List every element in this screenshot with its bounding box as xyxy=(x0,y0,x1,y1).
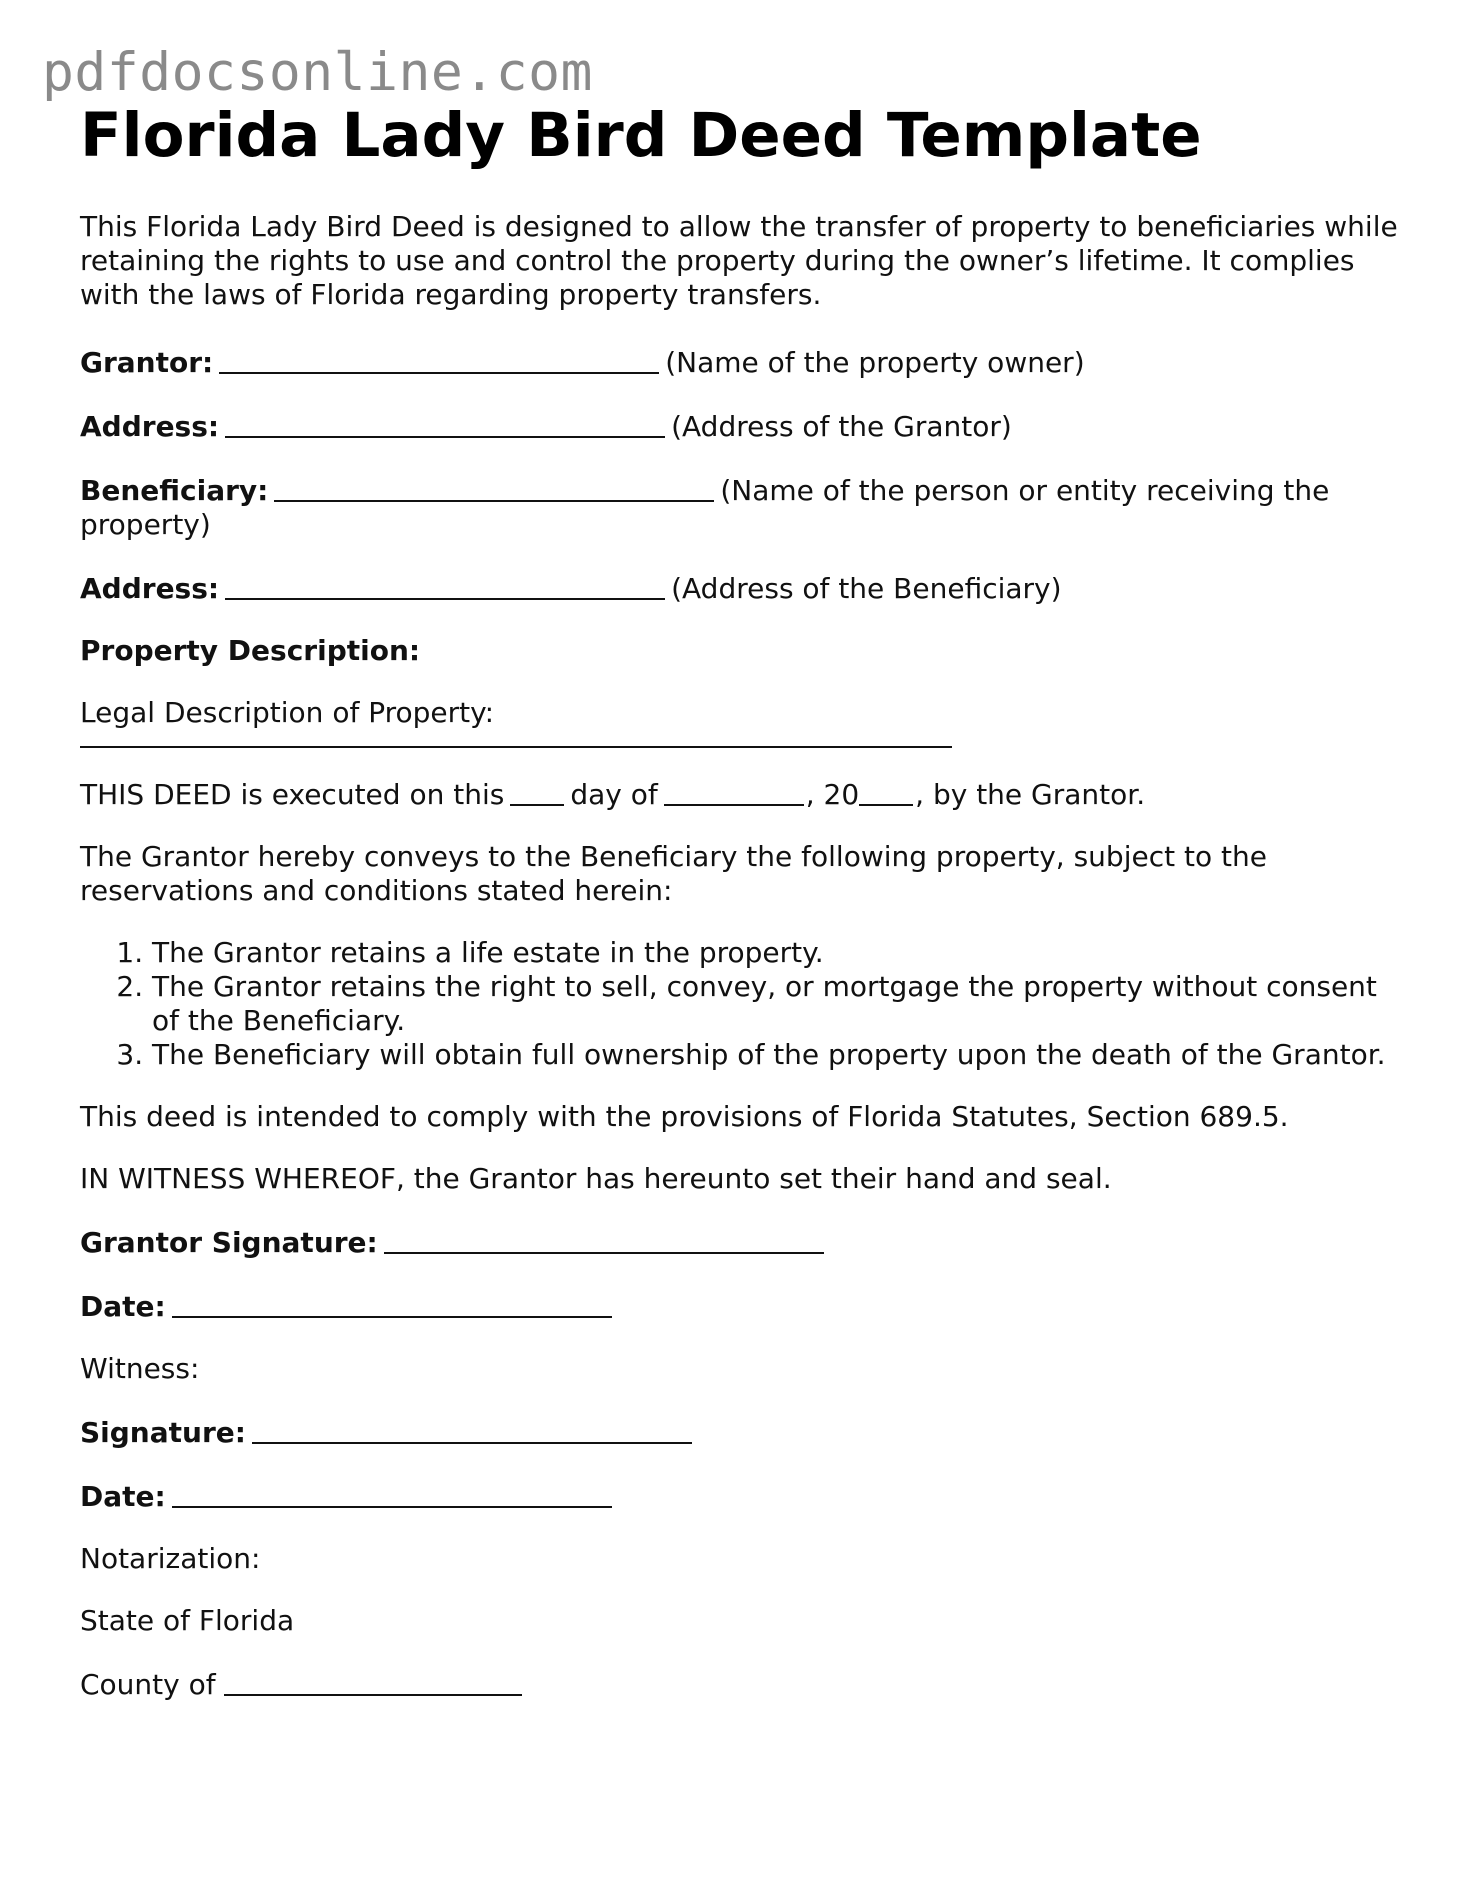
grantor-address-hint: (Address of the Grantor) xyxy=(671,410,1012,443)
grantor-signature-field xyxy=(80,1224,1400,1260)
condition-item: 2. The Grantor retains the right to sell, convey, or mortgage the property without consent of the Beneficiary. xyxy=(152,970,1400,1038)
legal-description-blank[interactable] xyxy=(80,730,952,748)
execution-text-1: THIS DEED is executed on this xyxy=(80,778,505,811)
county-label: County of xyxy=(80,1668,216,1701)
witness-field xyxy=(80,1352,1400,1386)
legal-description-field xyxy=(80,696,1400,748)
beneficiary-address-label: Address: xyxy=(80,572,220,605)
grantor-field xyxy=(80,344,1400,380)
grantor-address-blank[interactable] xyxy=(225,410,665,438)
witness-signature-field xyxy=(80,1414,1400,1450)
beneficiary-address-blank[interactable] xyxy=(225,572,665,600)
grantor-signature-label: Grantor Signature: xyxy=(80,1226,378,1259)
watermark: pdfdocsonline.com xyxy=(42,42,593,103)
condition-item: 1. The Grantor retains a life estate in the property. xyxy=(152,936,1400,970)
state-label: State of Florida xyxy=(80,1604,295,1637)
conveys-paragraph: The Grantor hereby conveys to the Beneficiary the following property, subject to the reservations and conditions stated herein: xyxy=(80,840,1267,907)
execution-year-blank[interactable] xyxy=(859,778,913,806)
beneficiary-name-blank[interactable] xyxy=(274,474,714,502)
grantor-hint: (Name of the property owner) xyxy=(665,346,1085,379)
beneficiary-address-hint: (Address of the Beneficiary) xyxy=(671,572,1062,605)
state-field xyxy=(80,1604,1400,1638)
intro-paragraph: This Florida Lady Bird Deed is designed to allow the transfer of property to beneficiaries while retaining the rights to use and control the property during the owner’s lifetime. It complies with the laws of Florida regarding property transfers. xyxy=(80,210,1398,311)
notarization-label: Notarization: xyxy=(80,1542,261,1575)
document-title: Florida Lady Bird Deed Template xyxy=(80,100,1202,171)
condition-item: 3. The Beneficiary will obtain full ownership of the property upon the death of the Grantor. xyxy=(152,1038,1400,1072)
witness-signature-label: Signature: xyxy=(80,1416,246,1449)
execution-text-2: day of xyxy=(570,778,658,811)
grantor-signature-blank[interactable] xyxy=(384,1226,824,1254)
grantor-date-blank[interactable] xyxy=(172,1290,612,1318)
county-field xyxy=(80,1666,1400,1702)
statute-paragraph: This deed is intended to comply with the provisions of Florida Statutes, Section 689.5. xyxy=(80,1100,1289,1133)
execution-line xyxy=(80,776,1400,812)
beneficiary-label: Beneficiary: xyxy=(80,474,269,507)
witness-signature-blank[interactable] xyxy=(252,1416,692,1444)
execution-day-blank[interactable] xyxy=(510,778,564,806)
execution-text-4: , by the Grantor. xyxy=(915,778,1146,811)
grantor-date-label: Date: xyxy=(80,1290,166,1323)
witness-date-label: Date: xyxy=(80,1480,166,1513)
witness-date-blank[interactable] xyxy=(172,1480,612,1508)
beneficiary-field xyxy=(80,472,1400,542)
grantor-name-blank[interactable] xyxy=(219,346,659,374)
grantor-address-label: Address: xyxy=(80,410,220,443)
notarization-field xyxy=(80,1542,1400,1576)
execution-text-3: , 20 xyxy=(805,778,860,811)
beneficiary-hint: (Name of the person or entity receiving the property) xyxy=(80,474,1330,541)
document-page xyxy=(80,100,1400,1730)
grantor-address-field xyxy=(80,408,1400,444)
grantor-label: Grantor: xyxy=(80,346,214,379)
witness-label: Witness: xyxy=(80,1352,200,1385)
witness-date-field xyxy=(80,1478,1400,1514)
beneficiary-address-field xyxy=(80,570,1400,606)
execution-month-blank[interactable] xyxy=(664,778,804,806)
property-heading-label: Property Description: xyxy=(80,634,421,667)
witness-whereof-paragraph: IN WITNESS WHEREOF, the Grantor has hereunto set their hand and seal. xyxy=(80,1162,1112,1195)
legal-description-label: Legal Description of Property: xyxy=(80,696,495,729)
property-heading xyxy=(80,634,1400,668)
grantor-date-field xyxy=(80,1288,1400,1324)
county-blank[interactable] xyxy=(224,1668,522,1696)
conditions-list xyxy=(80,936,1400,1072)
